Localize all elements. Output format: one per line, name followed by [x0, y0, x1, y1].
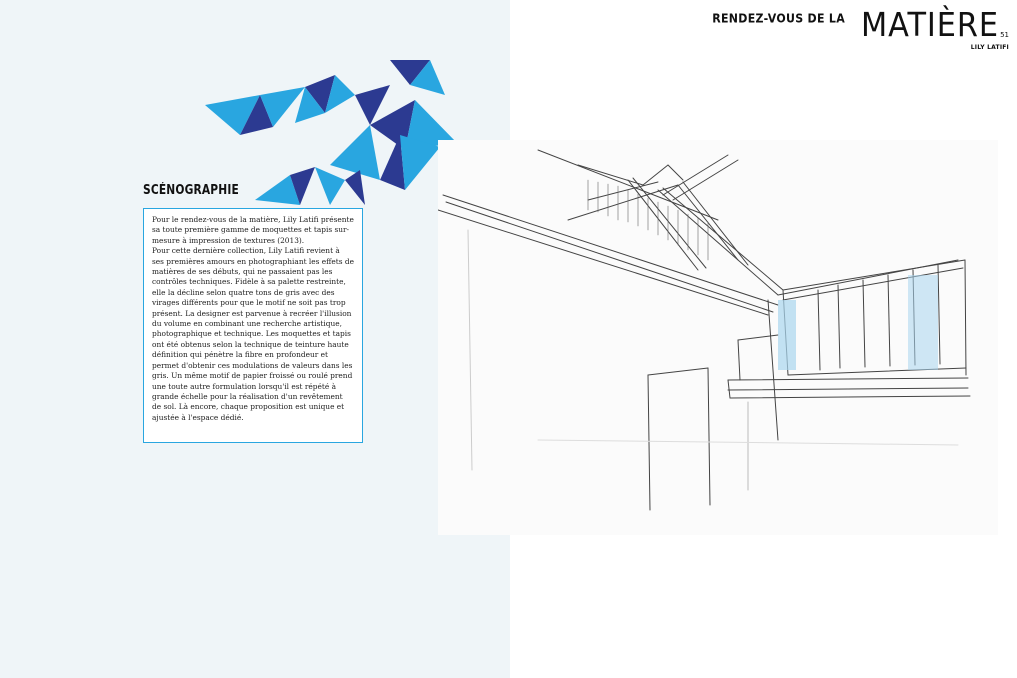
author-name: LILY LATIFI: [970, 44, 1009, 51]
page-header: [712, 5, 1009, 51]
header-kicker: RENDEZ-VOUS DE LA: [712, 11, 846, 26]
header-title-line: [712, 5, 1009, 44]
paragraph-intro: Pour le rendez-vous de la matière, Lily Latifi présente sa toute première gamme de moquettes et tapis sur-mesure à impression de textures (2013).: [152, 215, 354, 245]
section-title: SCÉNOGRAPHIE: [143, 183, 239, 198]
description-text-box: [143, 208, 363, 443]
page-number: 51: [1000, 31, 1009, 39]
paragraph-body: Pour cette dernière collection, Lily Latifi revient à ses premières amours en photographiant les effets de matières de ses débuts, qui ne passaient pas les contrôles techniques. Fidèle à sa palette restreinte, elle la décline selon quatre tons de gris avec des virages différents pour que le motif ne soit pas trop présent. La designer est parvenue à recréer l'illusion du volume en combinant une recherche artistique, photographique et technique. Les moquettes et tapis ont été obtenus selon la technique de teinture haute définition qui pénètre la fibre en profondeur et permet d'obtenir ces modulations de valeurs dans les gris. Un même motif de papier froissé ou roulé prend une toute autre formulation lorsqu'il est répété à grande échelle pour la réalisation d'un revêtement de sol. Là encore, chaque proposition est unique et ajustée à l'espace dédié.: [152, 246, 354, 422]
scenography-sketch-illustration: [438, 140, 998, 535]
header-title: MATIÈRE: [861, 5, 1000, 44]
